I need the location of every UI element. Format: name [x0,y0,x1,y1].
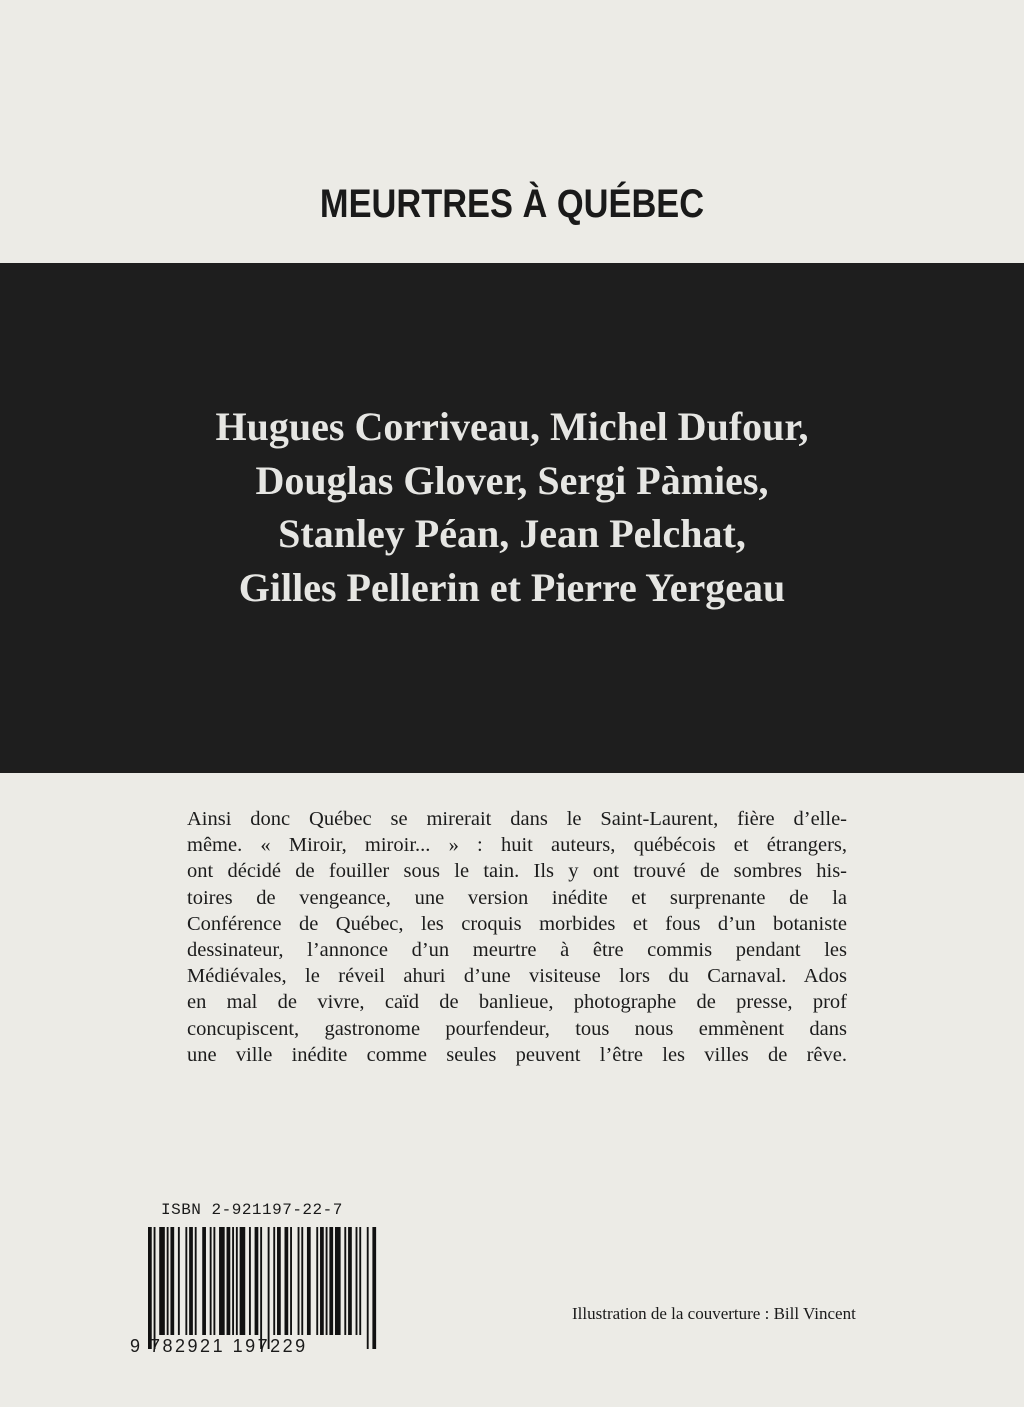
blurb-line: ont décidé de fouiller sous le tain. Ils y ont trouvé de sombres his- [187,860,847,883]
barcode-bar [170,1227,174,1335]
barcode-bar [219,1227,225,1335]
blurb-line: dessinateur, l’annonce d’un meurtre à être commis pendant les [187,939,847,962]
author-line: Hugues Corriveau, Michel Dufour, [215,404,809,449]
barcode-bar [290,1227,292,1335]
barcode-bar [301,1227,303,1335]
barcode-bar [268,1227,270,1349]
barcode-bar [236,1227,238,1335]
barcode-bar [320,1227,324,1335]
barcode-bar [240,1227,246,1335]
blurb-line: une ville inédite comme seules peuvent l’être les villes de rêve. [187,1043,847,1066]
isbn-label: ISBN 2-921197-22-7 [161,1201,343,1219]
blurb-line: en mal de vivre, caïd de banlieue, photographe de presse, prof [187,991,847,1014]
barcode-bar [285,1227,289,1335]
blurb-line: Médiévales, le réveil ahuri d’une visiteuse lors du Carnaval. Ados [187,965,847,988]
barcode-bar [359,1227,361,1335]
blurb-line: Conférence de Québec, les croquis morbides et fous d’un botaniste [187,912,847,935]
barcode-bar [348,1227,352,1335]
barcode-bar [277,1227,281,1335]
barcode-bar [329,1227,333,1335]
barcode-bar [367,1227,369,1349]
barcode-bar [232,1227,234,1335]
barcode-bar [148,1227,152,1349]
back-cover-blurb [187,806,847,1068]
barcode-bar [185,1227,187,1335]
barcode-bar [189,1227,193,1335]
barcode-bar [260,1227,262,1349]
barcode-bar [195,1227,197,1335]
illustration-credit: Illustration de la couverture : Bill Vincent [572,1304,856,1323]
barcode-bar [213,1227,215,1335]
barcode-bar [178,1227,180,1335]
author-line: Douglas Glover, Sergi Pàmies, [255,457,769,503]
barcode-bar [372,1227,376,1349]
barcode-digits: 9 782921 197229 [130,1336,308,1356]
barcode-bar [344,1227,346,1335]
blurb-line: concupiscent, gastronome pourfendeur, tous nous emmènent dans [187,1017,847,1040]
barcode-bar [273,1227,275,1335]
blurb-line: Ainsi donc Québec se mirerait dans le Saint-Laurent, fière d’elle- [187,808,847,830]
barcode-bar [335,1227,341,1335]
barcode-bar [356,1227,358,1335]
barcode-bar [307,1227,311,1335]
barcode-bar [227,1227,231,1335]
barcode-bar [154,1227,156,1349]
barcode-bar [167,1227,169,1335]
blurb-line: même. « Miroir, miroir... » : huit auteurs, québécois et étrangers, [187,834,847,857]
blurb-line: toires de vengeance, une version inédite et surprenante de la [187,886,847,909]
barcode-bar [249,1227,251,1335]
barcode-bar [210,1227,212,1335]
barcode-bar [326,1227,328,1335]
book-title: MEURTRES À QUÉBEC [319,182,705,226]
barcode-bar [255,1227,259,1335]
author-line: Gilles Pellerin et Pierre Yergeau [238,564,786,610]
barcode-bar [316,1227,318,1335]
barcode-bar [159,1227,165,1335]
barcode-bar [298,1227,300,1335]
barcode-image [148,1227,378,1349]
author-list [0,400,1024,614]
barcode-bar [202,1227,206,1335]
author-line: Stanley Péan, Jean Pelchat, [278,511,746,556]
